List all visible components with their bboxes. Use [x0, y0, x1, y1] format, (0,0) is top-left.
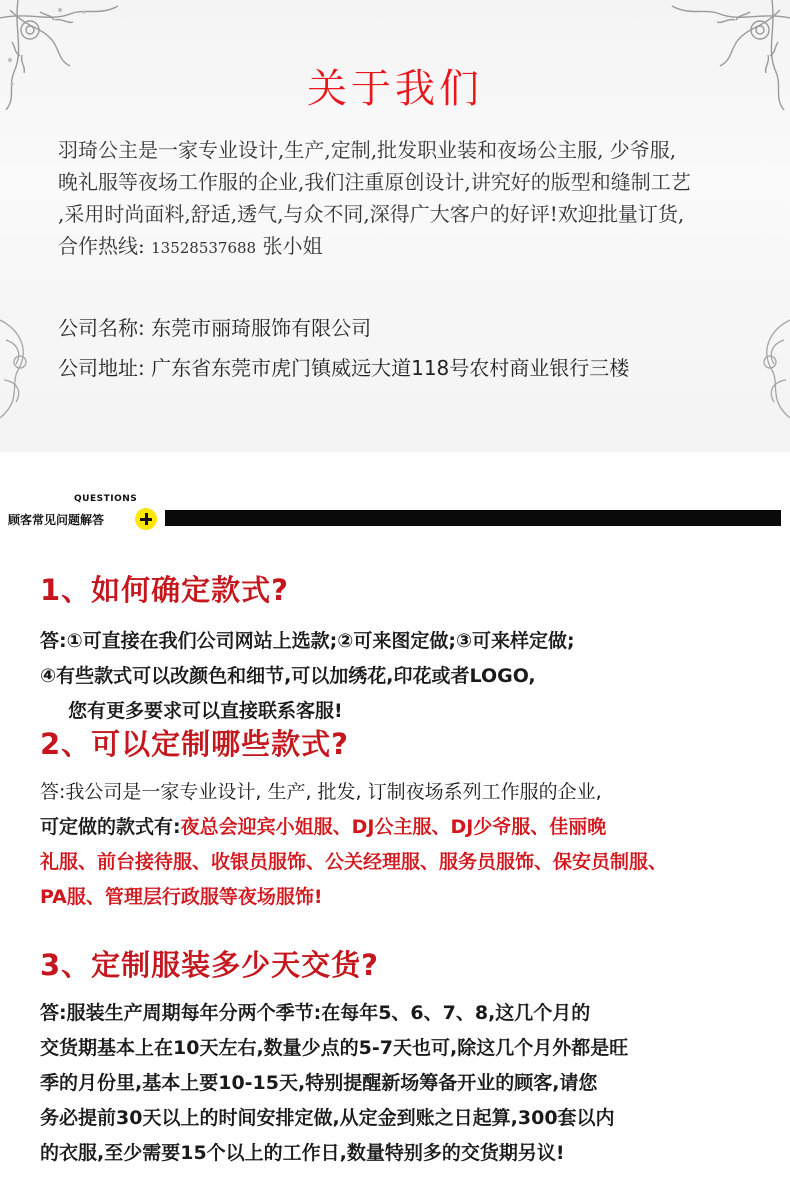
answer-line: 答:①可直接在我们公司网站上选款;②可来图定做;③可来样定做;	[40, 630, 575, 652]
answer-2	[40, 775, 667, 915]
answer-line: 您有更多要求可以直接联系客服!	[68, 700, 343, 722]
side-ornament-left	[0, 300, 60, 430]
answer-3	[40, 996, 628, 1171]
questions-label: QUESTIONS	[74, 494, 138, 504]
about-section	[0, 0, 790, 452]
intro-line: 羽琦公主是一家专业设计,生产,定制,批发职业装和夜场公主服, 少爷服,	[58, 138, 677, 162]
answer-line: ④有些款式可以改颜色和细节,可以加绣花,印花或者LOGO,	[40, 665, 536, 687]
hotline-contact: 张小姐	[262, 234, 323, 258]
question-2: 2、可以定制哪些款式?	[40, 727, 350, 761]
intro-line: 晚礼服等夜场工作服的企业,我们注重原创设计,讲究好的版型和缝制工艺	[58, 170, 691, 194]
about-title: 关于我们	[307, 65, 483, 112]
hotline-label: 合作热线:	[58, 234, 145, 258]
intro-line: ,采用时尚面料,舒适,透气,与众不同,深得广大客户的好评!欢迎批量订货,	[58, 202, 685, 226]
side-ornament-right	[730, 300, 790, 430]
company-name-label: 公司名称:	[58, 316, 145, 340]
answer-line: 的衣服,至少需要15个以上的工作日,数量特别多的交货期另议!	[40, 1142, 565, 1164]
answer-prefix: 可定做的款式有:	[40, 816, 181, 838]
service-list-highlight: PA服、管理层行政服等夜场服饰!	[40, 886, 323, 908]
service-list-highlight: 夜总会迎宾小姐服、DJ公主服、DJ少爷服、佳丽晚	[180, 816, 607, 838]
company-name: 东莞市丽琦服饰有限公司	[151, 316, 372, 340]
company-address: 广东省东莞市虎门镇威远大道118号农村商业银行三楼	[151, 356, 630, 380]
question-1: 1、如何确定款式?	[40, 573, 290, 607]
company-intro	[58, 134, 748, 262]
company-address-row	[58, 352, 629, 381]
hotline	[58, 230, 748, 262]
company-address-label: 公司地址:	[58, 356, 145, 380]
answer-line: 务必提前30天以上的时间安排定做,从定金到账之日起算,300套以内	[40, 1107, 615, 1129]
service-list-highlight: 礼服、前台接待服、收银员服饰、公关经理服、服务员服饰、保安员制服、	[40, 851, 668, 873]
faq-header-title: 顾客常见问题解答	[8, 513, 105, 527]
answer-line: 季的月份里,基本上要10-15天,特别提醒新场筹备开业的顾客,请您	[40, 1072, 598, 1094]
question-3: 3、定制服装多少天交货?	[40, 948, 380, 982]
header-divider-bar	[165, 510, 781, 526]
hotline-number: 13528537688	[151, 239, 257, 257]
answer-1	[40, 624, 575, 729]
answer-line: 交货期基本上在10天左右,数量少点的5-7天也可,除这几个月外都是旺	[40, 1037, 629, 1059]
company-name-row	[58, 312, 371, 341]
answer-line: 答:我公司是一家专业设计, 生产, 批发, 订制夜场系列工作服的企业,	[40, 781, 602, 803]
plus-icon	[135, 508, 157, 530]
answer-line: 答:服装生产周期每年分两个季节:在每年5、6、7、8,这几个月的	[40, 1002, 591, 1024]
